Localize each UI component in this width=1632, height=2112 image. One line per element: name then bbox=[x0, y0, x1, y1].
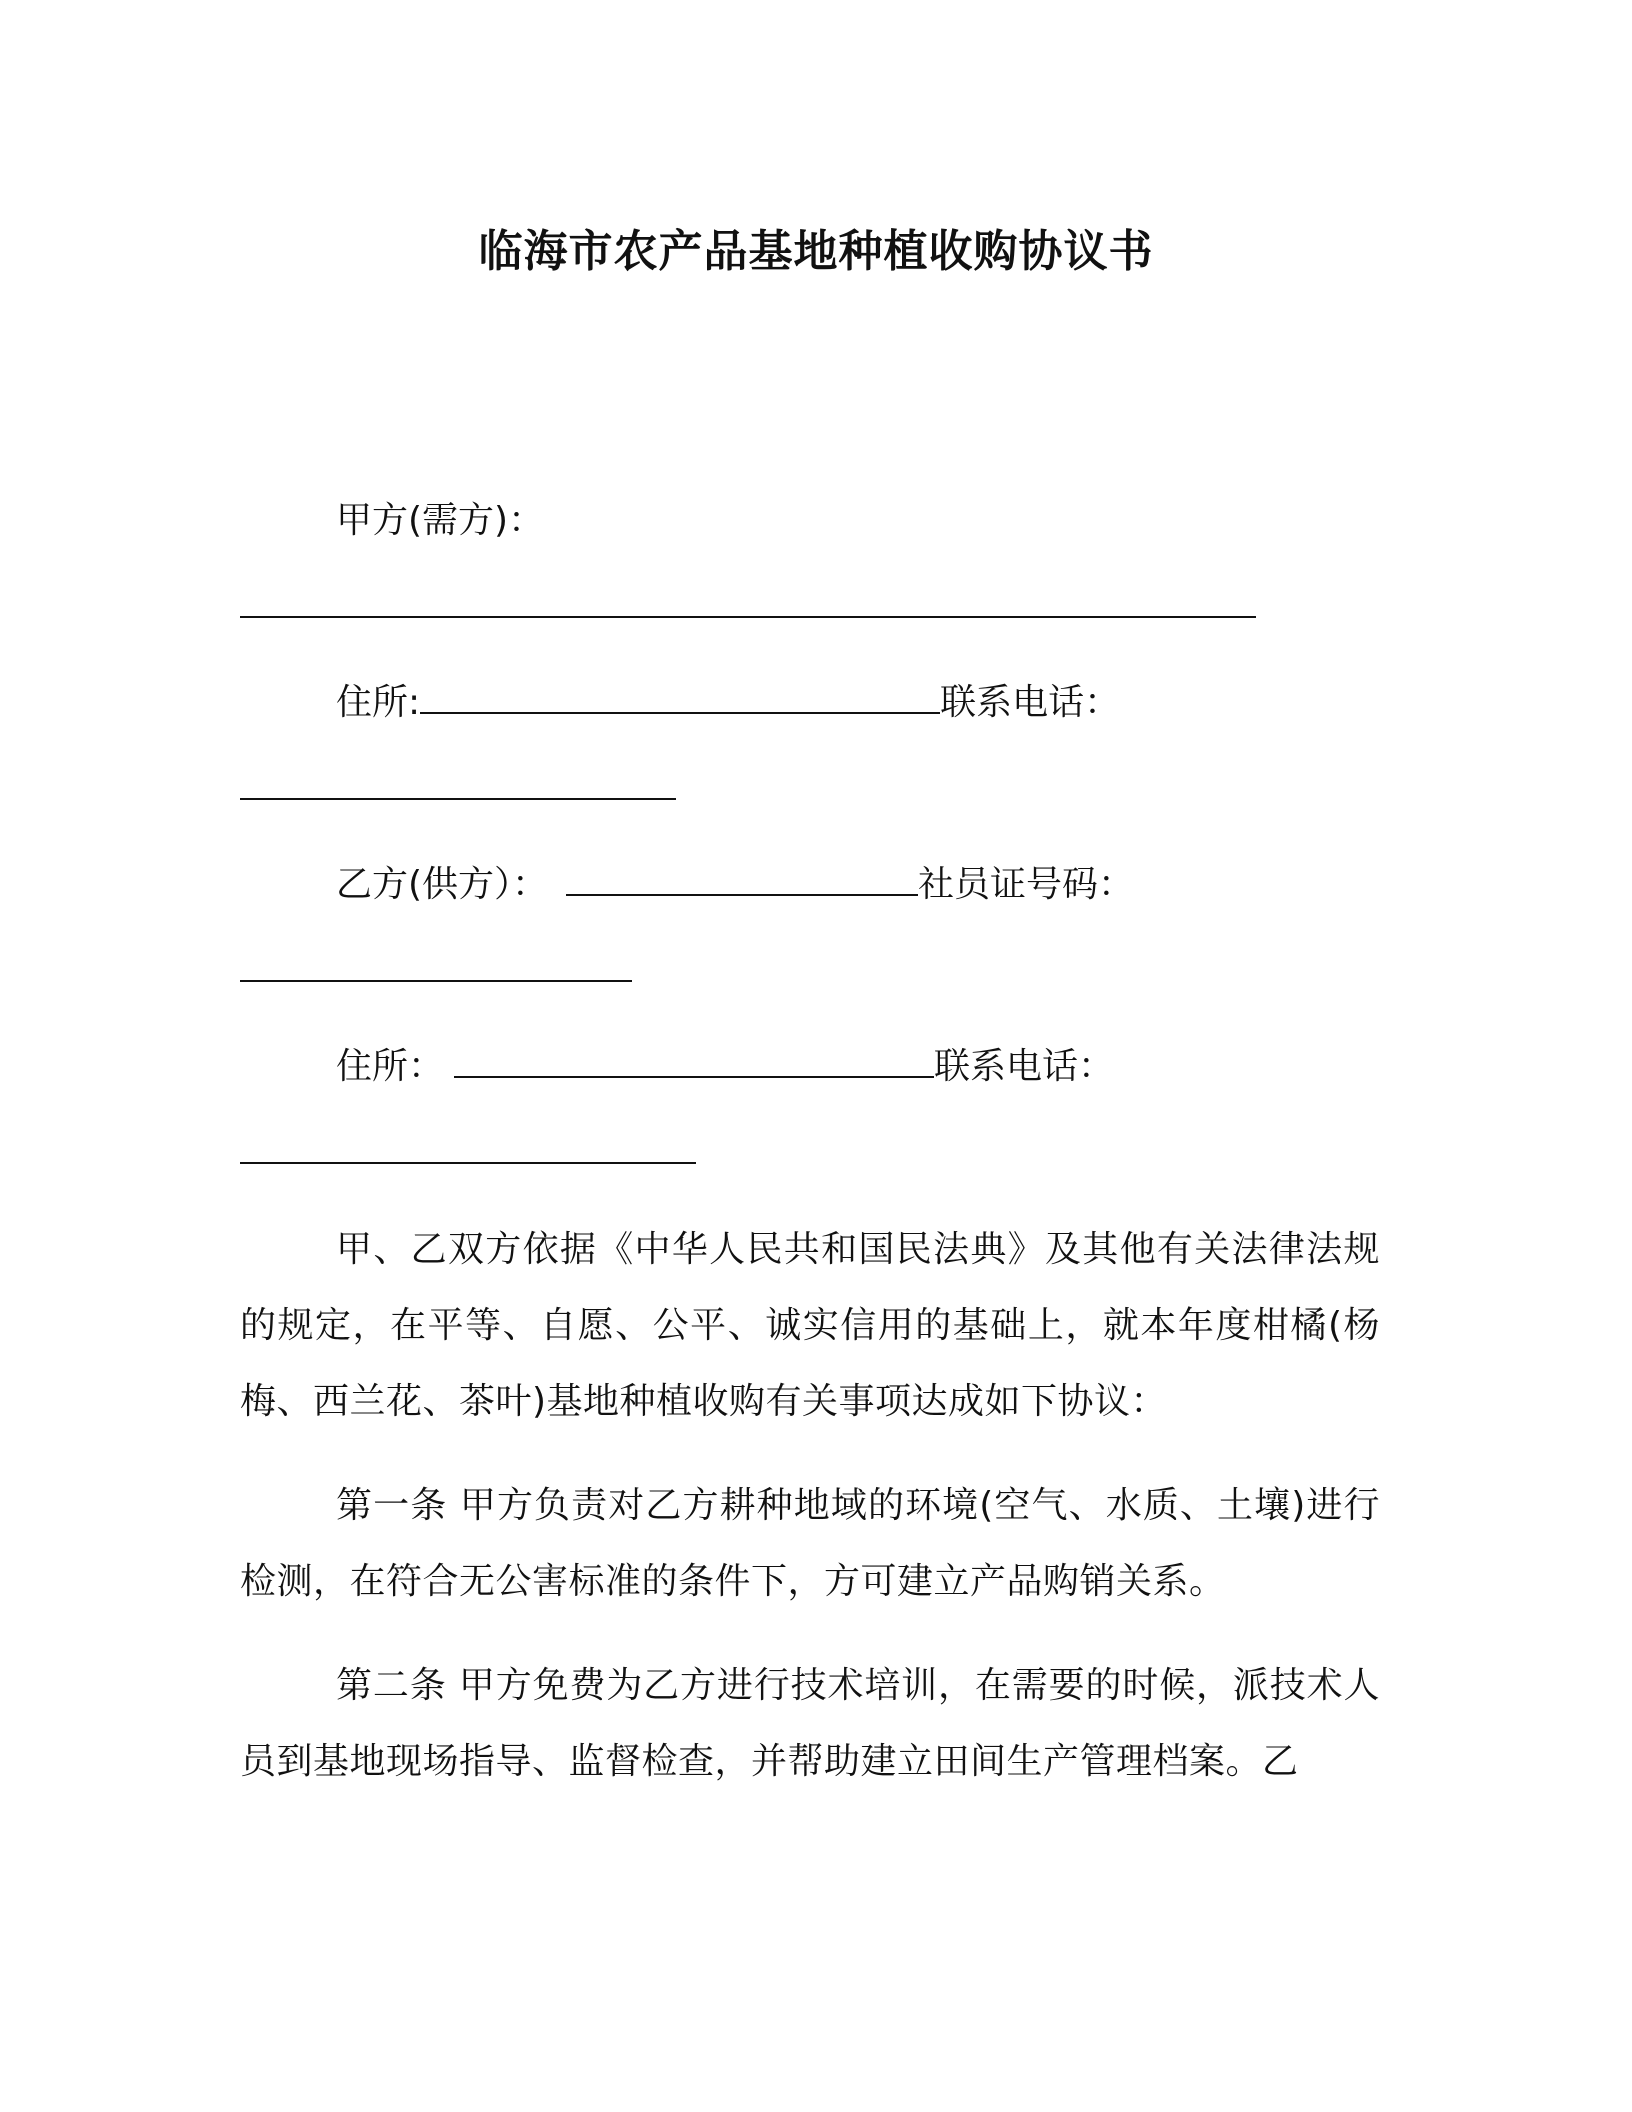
party-a-address-label: 住所: bbox=[336, 682, 421, 723]
preamble-paragraph: 甲、乙双方依据《中华人民共和国民法典》及其他有关法律法规的规定，在平等、自愿、公平、诚实信用的基础上，就本年度柑橘(杨梅、西兰花、茶叶)基地种植收购有关事项达成如下协议： bbox=[240, 1229, 1380, 1422]
party-b-phone-blank bbox=[240, 1162, 696, 1164]
party-a-phone-label: 联系电话： bbox=[940, 682, 1121, 723]
party-b-row bbox=[336, 860, 1134, 910]
party-b-address-label: 住所： bbox=[336, 1046, 445, 1087]
article-1-paragraph: 第一条 甲方负责对乙方耕种地域的环境(空气、水质、土壤)进行检测，在符合无公害标准的条件下，方可建立产品购销关系。 bbox=[240, 1485, 1380, 1602]
article-2-paragraph: 第二条 甲方免费为乙方进行技术培训，在需要的时候，派技术人员到基地现场指导、监督检查，并帮助建立田间生产管理档案。乙 bbox=[240, 1665, 1380, 1782]
party-b-member-id-label: 社员证号码： bbox=[918, 864, 1135, 905]
party-b-member-id-blank bbox=[240, 980, 632, 982]
party-a-label: 甲方(需方)： bbox=[336, 500, 545, 541]
party-a-address-blank bbox=[420, 678, 940, 714]
party-b-phone-label: 联系电话： bbox=[934, 1046, 1115, 1087]
party-a-name-blank bbox=[240, 616, 1256, 618]
party-b-address-row bbox=[336, 1042, 1114, 1092]
party-b-name-blank bbox=[566, 860, 918, 896]
document-title: 临海市农产品基地种植收购协议书 bbox=[478, 226, 1154, 277]
party-a-phone-blank bbox=[240, 798, 676, 800]
party-a-address-row bbox=[336, 678, 1120, 728]
party-b-label: 乙方(供方）： bbox=[336, 864, 549, 905]
party-b-address-blank bbox=[454, 1042, 934, 1078]
